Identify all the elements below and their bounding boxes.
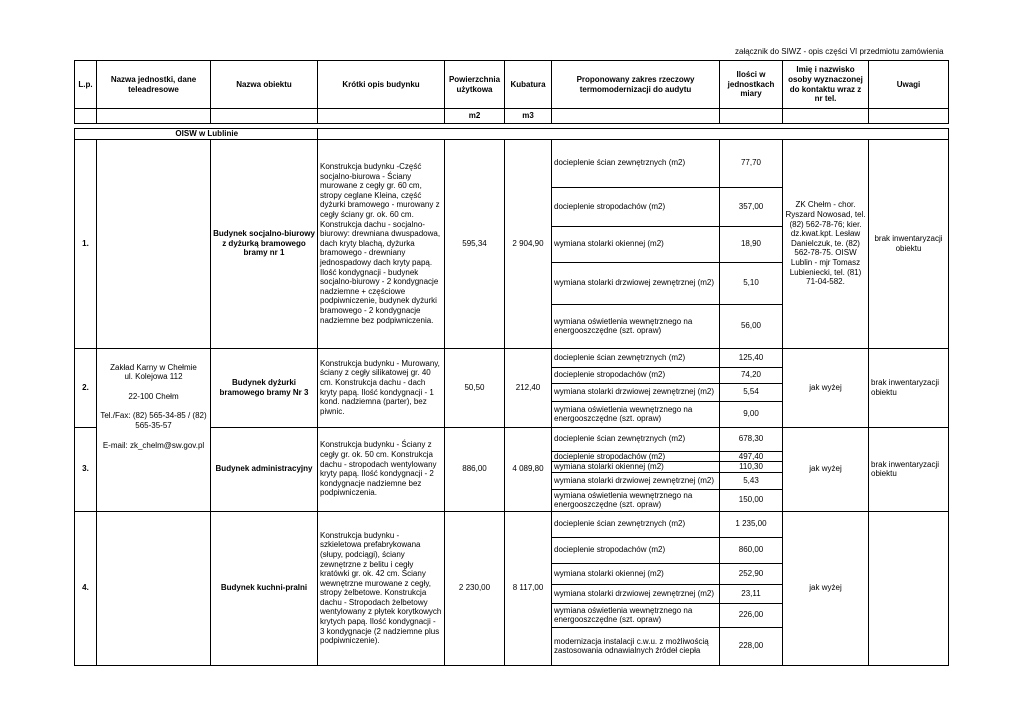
row1-qty-3: 18,90 [720,226,783,262]
row4-description: Konstrukcja budynku - szkieletowa prefabrykowana (słupy, podciągi), ściany zewnętrzne z belitu i cegły kratówki gr. ok. 42 cm. Ściany wewnętrzne murowane z cegły, stropy żelbetowe. Konstrukcja dachu - Stropodach żelbetowy wentylowany z płytek korytkowych krytych papą. Ilość kondygnacji - 3 kondygnacje (2 nadziemne plus podpiwniczenie). [318,511,445,665]
row4-lp: 4. [75,511,97,665]
unit-volume: m3 [505,109,552,124]
row1-scope-5: wymiana oświetlenia wewnętrznego na energooszczędne (szt. opraw) [552,304,720,348]
row4-scope-2: docieplenie stropodachów (m2) [552,537,720,563]
row4-scope-6: modernizacja instalacji c.w.u. z możliwością zastosowania odnawialnych źródeł ciepła [552,627,720,665]
row1-contact: ZK Chełm - chor. Ryszard Nowosad, tel. (82) 562-78-76; kier. dz.kwat.kpt. Lesław Danielczuk, te. (82) 562-78-75. OISW Lublin - mjr Tomasz Lubieniecki, tel. (81) 71-04-582. [783,139,869,348]
row2-remarks: brak inwentaryzacji obiektu [869,348,949,427]
unit-email: E-mail: zk_chelm@sw.gov.pl [102,440,205,450]
row3-scope-3: wymiana stolarki okiennej (m2) [552,462,720,473]
row2-qty-4: 9,00 [720,401,783,427]
unit-city: 22-100 Chełm [128,391,179,401]
row3-volume: 4 089,80 [505,427,552,511]
row4-qty-2: 860,00 [720,537,783,563]
header-description: Krótki opis budynku [318,61,445,109]
row1-object: Budynek socjalno-biurowy z dyżurką bramowego bramy nr 1 [211,139,318,348]
header-contact: Imię i nazwisko osoby wyznaczonej do kontaktu wraz z nr tel. [783,61,869,109]
row4-volume: 8 117,00 [505,511,552,665]
row3-scope-4: wymiana stolarki drzwiowej zewnętrznej (m2) [552,472,720,489]
row2-scope-1: docieplenie ścian zewnętrznych (m2) [552,348,720,367]
row4-qty-5: 226,00 [720,603,783,627]
row1-scope-1: docieplenie ścian zewnętrznych (m2) [552,139,720,187]
row4-qty-3: 252,90 [720,563,783,584]
row3-qty-3: 110,30 [720,462,783,473]
row4-unit-cell [97,511,211,665]
row2-scope-2: docieplenie stropodachów (m2) [552,367,720,383]
row4-scope-1: docieplenie ścian zewnętrznych (m2) [552,511,720,537]
unit-street: ul. Kolejowa 112 [124,372,183,382]
annex-note: załącznik do SIWZ - opis części VI przedmiotu zamówienia [735,47,944,56]
row4-remarks [869,511,949,665]
row1-description: Konstrukcja budynku -Część socjalno-biurowa - Ściany murowane z cegły gr. 60 cm, stropy ceglane Kleina, część dyżurki bramowego - murowany z cegły ściany gr. ok. 60 cm. Konstrukcja dachu - socjalno-biurowy: drewniana dwuspadowa, dach kryty blachą, dyżurka bramowego - drewniany jednospadowy dach kryty papą. Ilość kondygnacji - budynek socjalno-biurowy - 2 kondygnacje nadziemne + częściowe podpiwniczenie, budynek dyżurki bramowego - 2 kondygnacje nadziemne bez podpiwniczenia. [318,139,445,348]
row4-object: Budynek kuchni-pralni [211,511,318,665]
unit-info [97,348,211,511]
unit-area: m2 [445,109,505,124]
header-unit-name: Nazwa jednostki, dane teleadresowe [97,61,211,109]
row1-qty-2: 357,00 [720,187,783,226]
row3-qty-5: 150,00 [720,489,783,511]
section-title: OISW w Lublinie [97,129,318,140]
row2-object: Budynek dyżurki bramowego bramy Nr 3 [211,348,318,427]
row1-lp: 1. [75,139,97,348]
row2-volume: 212,40 [505,348,552,427]
row2-area: 50,50 [445,348,505,427]
row4-scope-4: wymiana stolarki drzwiowej zewnętrznej (m2) [552,584,720,603]
row4-scope-3: wymiana stolarki okiennej (m2) [552,563,720,584]
row1-scope-2: docieplenie stropodachów (m2) [552,187,720,226]
row4-contact: jak wyżej [783,511,869,665]
row3-remarks: brak inwentaryzacji obiektu [869,427,949,511]
main-table [74,128,949,666]
row3-description: Konstrukcja budynku - Ściany z cegły gr. ok. 50 cm. Konstrukcja dachu - stropodach wentylowany kryty papą. Ilość kondygnacji - 2 kondygnacje nadziemne bez podpiwniczenia. [318,427,445,511]
header-object-name: Nazwa obiektu [211,61,318,109]
unit-phone: Tel./Fax: (82) 565-34-85 / (82) 565-35-57 [100,411,207,430]
row3-qty-4: 5,43 [720,472,783,489]
row2-qty-1: 125,40 [720,348,783,367]
row1-scope-3: wymiana stolarki okiennej (m2) [552,226,720,262]
row2-lp: 2. [75,348,97,427]
row3-qty-2: 497,40 [720,451,783,462]
row2-contact: jak wyżej [783,348,869,427]
row1-unit-cell [97,139,211,348]
row4-qty-1: 1 235,00 [720,511,783,537]
unit-name: Zakład Karny w Chełmie [110,362,197,372]
row4-qty-6: 228,00 [720,627,783,665]
header-volume: Kubatura [505,61,552,109]
row1-remarks: brak inwentaryzacji obiektu [869,139,949,348]
row2-description: Konstrukcja budynku - Murowany, ściany z cegły silikatowej gr. 40 cm. Konstrukcja dachu - dach kryty papą. Ilość kondygnacji - 1 kond. nadziemna (parter), bez piwnic. [318,348,445,427]
header-quantity: Ilości w jednostkach miary [720,61,783,109]
row3-lp: 3. [75,427,97,511]
row3-scope-5: wymiana oświetlenia wewnętrznego na energooszczędne (szt. opraw) [552,489,720,511]
header-scope: Proponowany zakres rzeczowy termomodernizacji do audytu [552,61,720,109]
row3-scope-1: docieplenie ścian zewnętrznych (m2) [552,427,720,451]
header-remarks: Uwagi [869,61,949,109]
row2-qty-2: 74,20 [720,367,783,383]
header-lp: L.p. [75,61,97,109]
row3-area: 886,00 [445,427,505,511]
row3-qty-1: 678,30 [720,427,783,451]
row2-scope-4: wymiana oświetlenia wewnętrznego na energooszczędne (szt. opraw) [552,401,720,427]
row2-qty-3: 5,54 [720,383,783,401]
header-table [74,60,949,124]
row3-scope-2: docieplenie stropodachów (m2) [552,451,720,462]
row1-area: 595,34 [445,139,505,348]
row1-qty-5: 56,00 [720,304,783,348]
row1-volume: 2 904,90 [505,139,552,348]
row1-qty-4: 5,10 [720,262,783,304]
row3-contact: jak wyżej [783,427,869,511]
row4-qty-4: 23,11 [720,584,783,603]
row1-scope-4: wymiana stolarki drzwiowej zewnętrznej (m2) [552,262,720,304]
header-area: Powierzchnia użytkowa [445,61,505,109]
row4-scope-5: wymiana oświetlenia wewnętrznego na energooszczędne (szt. opraw) [552,603,720,627]
row2-scope-3: wymiana stolarki drzwiowej zewnętrznej (m2) [552,383,720,401]
row3-object: Budynek administracyjny [211,427,318,511]
row1-qty-1: 77,70 [720,139,783,187]
row4-area: 2 230,00 [445,511,505,665]
